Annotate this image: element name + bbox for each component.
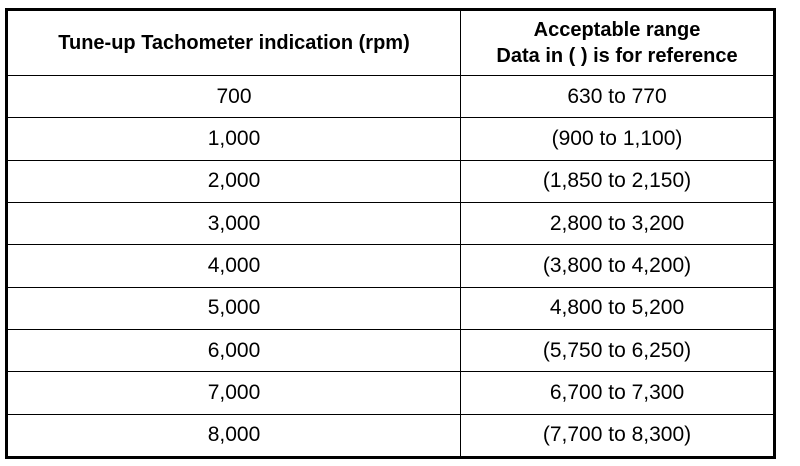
range-cell: 6,700 to 7,300 (461, 372, 775, 414)
range-cell: 4,800 to 5,200 (461, 287, 775, 329)
table-row (7, 329, 775, 371)
indication-cell: 5,000 (7, 287, 461, 329)
indication-cell: 8,000 (7, 414, 461, 457)
range-cell: (7,700 to 8,300) (461, 414, 775, 457)
header-reference-note: Data in ( ) is for reference (496, 45, 738, 67)
range-cell: (5,750 to 6,250) (461, 329, 775, 371)
range-cell: (1,850 to 2,150) (461, 160, 775, 202)
table-row (7, 414, 775, 457)
indication-cell: 1,000 (7, 118, 461, 160)
table-row (7, 76, 775, 118)
indication-cell: 6,000 (7, 329, 461, 371)
header-row (7, 10, 775, 76)
table-row (7, 160, 775, 202)
table-row (7, 245, 775, 287)
header-acceptable-range (461, 10, 775, 76)
tachometer-spec-table (5, 8, 776, 459)
indication-cell: 7,000 (7, 372, 461, 414)
table-row (7, 287, 775, 329)
indication-cell: 2,000 (7, 160, 461, 202)
range-cell: 630 to 770 (461, 76, 775, 118)
range-cell: 2,800 to 3,200 (461, 202, 775, 244)
table-row (7, 202, 775, 244)
indication-cell: 700 (7, 76, 461, 118)
table-row (7, 372, 775, 414)
range-cell: (900 to 1,100) (461, 118, 775, 160)
header-acceptable-range-title: Acceptable range (533, 19, 701, 41)
indication-cell: 3,000 (7, 202, 461, 244)
indication-cell: 4,000 (7, 245, 461, 287)
range-cell: (3,800 to 4,200) (461, 245, 775, 287)
header-tachometer-indication: Tune-up Tachometer indication (rpm) (7, 10, 461, 76)
table-row (7, 118, 775, 160)
